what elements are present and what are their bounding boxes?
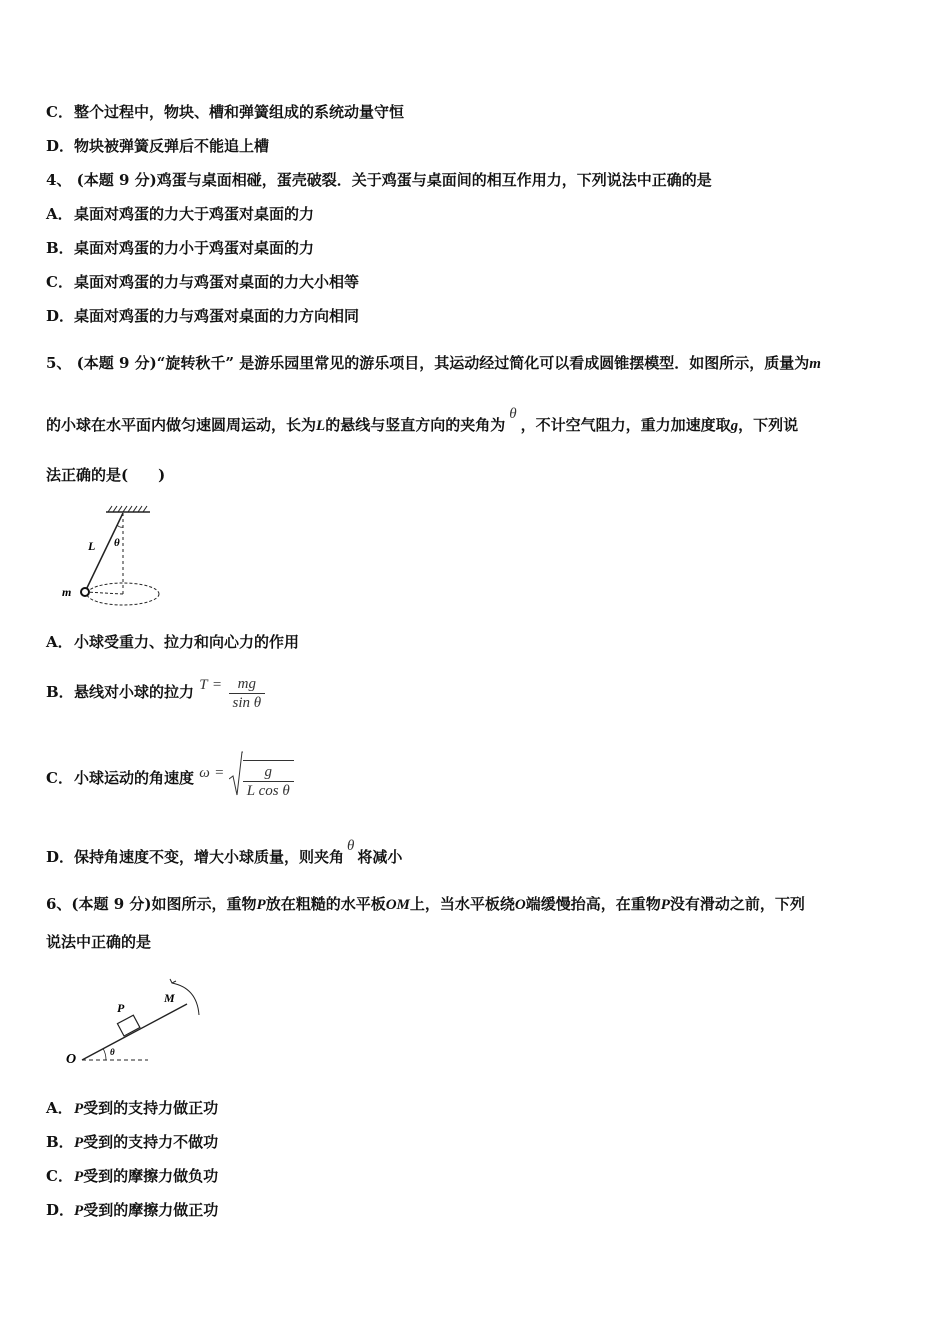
formula-lhs: T <box>199 677 208 693</box>
option-text: 受到的摩擦力做负功 <box>83 1167 219 1185</box>
q3-option-c <box>46 102 404 122</box>
option-letter: C． <box>46 1167 73 1185</box>
q6-option-a <box>46 1098 218 1119</box>
q5-option-c <box>46 750 294 807</box>
option-letter: A． <box>46 205 73 223</box>
fraction-numerator: g <box>243 763 294 782</box>
q5-var-theta: θ <box>509 406 517 422</box>
block-p <box>117 1015 139 1036</box>
q5-stem-text: 5、 (本题 9 分)“旋转秋千” 是游乐园里常见的游乐项目，其运动经过简化可以看成圆锥摆模型．如图所示，质量为 <box>46 354 810 372</box>
fraction-numerator: mg <box>229 675 266 694</box>
q6-option-b <box>46 1132 218 1153</box>
q5-stem-line3: 法正确的是( ) <box>46 466 166 484</box>
q5-var-theta: θ <box>347 838 355 854</box>
formula-lhs: ω <box>199 765 210 781</box>
option-text: 小球运动的角速度 <box>74 769 195 787</box>
q5-var-L: L <box>316 418 326 434</box>
option-text: 受到的支持力做正功 <box>83 1099 219 1117</box>
option-text: 桌面对鸡蛋的力大于鸡蛋对桌面的力 <box>74 205 315 223</box>
option-text: 受到的摩擦力做正功 <box>83 1201 219 1219</box>
label-L: L <box>88 539 96 553</box>
radical-sign <box>229 751 243 797</box>
q6-option-d <box>46 1200 218 1221</box>
q4-option-a <box>46 204 314 224</box>
option-letter: B． <box>46 1133 74 1151</box>
q4-stem: 4、 (本题 9 分)鸡蛋与桌面相碰，蛋壳破裂．关于鸡蛋与桌面间的相互作用力，下列说法中正确的是 <box>46 171 712 189</box>
label-P: P <box>117 1001 125 1015</box>
q5-var-m: m <box>809 356 821 372</box>
q5-stem-text: 的小球在水平面内做匀速圆周运动，长为 <box>46 416 317 434</box>
option-text: 保持角速度不变，增大小球质量，则夹角 <box>74 848 345 866</box>
label-m: m <box>62 585 72 599</box>
q6-stem-line1 <box>46 894 805 915</box>
option-text: 小球受重力、拉力和向心力的作用 <box>74 633 300 651</box>
sqrt-fraction <box>243 760 294 800</box>
option-text: 物块被弹簧反弹后不能追上槽 <box>74 137 270 155</box>
option-text: 将减小 <box>357 848 403 866</box>
q5-stem-text: 的悬线与竖直方向的夹角为 <box>325 416 506 434</box>
q6-var-P: P <box>256 897 266 913</box>
option-text: 整个过程中，物块、槽和弹簧组成的系统动量守恒 <box>74 103 405 121</box>
q5-option-b <box>46 668 265 717</box>
option-letter: D． <box>46 307 75 325</box>
fraction-denominator: sin θ <box>232 694 262 711</box>
formula-equals: = <box>215 765 224 781</box>
formula-equals: = <box>212 677 222 693</box>
q6-var-P: P <box>74 1203 84 1219</box>
tension-fraction <box>229 675 266 712</box>
q6-option-c <box>46 1166 218 1187</box>
option-text: 桌面对鸡蛋的力小于鸡蛋对桌面的力 <box>74 239 315 257</box>
inclined-board-figure <box>62 970 212 1070</box>
angular-speed-sqrt <box>229 751 294 807</box>
option-letter: A． <box>46 633 73 651</box>
q6-var-O: O <box>514 897 526 913</box>
label-theta: θ <box>114 537 120 549</box>
option-letter: B． <box>46 239 74 257</box>
q5-stem-text: ，下列说 <box>738 416 799 434</box>
option-text: 悬线对小球的拉力 <box>74 683 195 701</box>
option-letter: D． <box>46 848 75 866</box>
option-text: 桌面对鸡蛋的力与鸡蛋对桌面的力大小相等 <box>74 273 360 291</box>
q6-stem-text: 6、(本题 9 分)如图所示，重物 <box>46 895 257 913</box>
option-letter: C． <box>46 769 73 787</box>
option-letter: D． <box>46 137 75 155</box>
q5-option-a <box>46 632 299 652</box>
q6-var-P: P <box>74 1101 84 1117</box>
option-letter: C． <box>46 103 73 121</box>
q6-stem-text: 上，当水平板绕 <box>409 895 515 913</box>
q5-option-d <box>46 838 403 868</box>
q3-option-d <box>46 136 269 156</box>
option-letter: D． <box>46 1201 75 1219</box>
arrow-head <box>170 979 176 983</box>
angle-arc <box>117 525 123 527</box>
conical-pendulum-figure <box>58 504 168 610</box>
q6-var-OM: OM <box>385 897 410 913</box>
radius-line <box>85 592 123 594</box>
label-theta: θ <box>110 1047 115 1057</box>
label-M: M <box>164 991 175 1005</box>
angle-arc <box>103 1049 106 1060</box>
ball <box>81 588 89 596</box>
option-text: 受到的支持力不做功 <box>83 1133 219 1151</box>
q5-stem-text: ，不计空气阻力，重力加速度取 <box>520 416 731 434</box>
option-letter: C． <box>46 273 73 291</box>
q6-stem-text: 放在粗糙的水平板 <box>265 895 386 913</box>
q6-stem-text: 端缓慢抬高，在重物 <box>525 895 661 913</box>
q6-var-P: P <box>660 897 670 913</box>
label-O: O <box>66 1052 77 1067</box>
q6-stem-line2: 说法中正确的是 <box>46 933 152 951</box>
fraction-denominator: L cos θ <box>246 782 290 799</box>
option-letter: A． <box>46 1099 73 1117</box>
q6-var-P: P <box>74 1169 84 1185</box>
q5-var-g: g <box>730 418 739 434</box>
q5-stem-line2 <box>46 406 799 436</box>
q6-var-P: P <box>74 1135 84 1151</box>
option-letter: B． <box>46 683 74 701</box>
q4-option-c <box>46 272 359 292</box>
board-line <box>82 1004 187 1060</box>
q6-stem-text: 没有滑动之前，下列 <box>669 895 805 913</box>
q4-option-b <box>46 238 314 258</box>
ceiling-hatch <box>108 506 147 512</box>
q4-option-d <box>46 306 359 326</box>
option-text: 桌面对鸡蛋的力与鸡蛋对桌面的力方向相同 <box>74 307 360 325</box>
q5-stem-line1 <box>46 353 821 374</box>
